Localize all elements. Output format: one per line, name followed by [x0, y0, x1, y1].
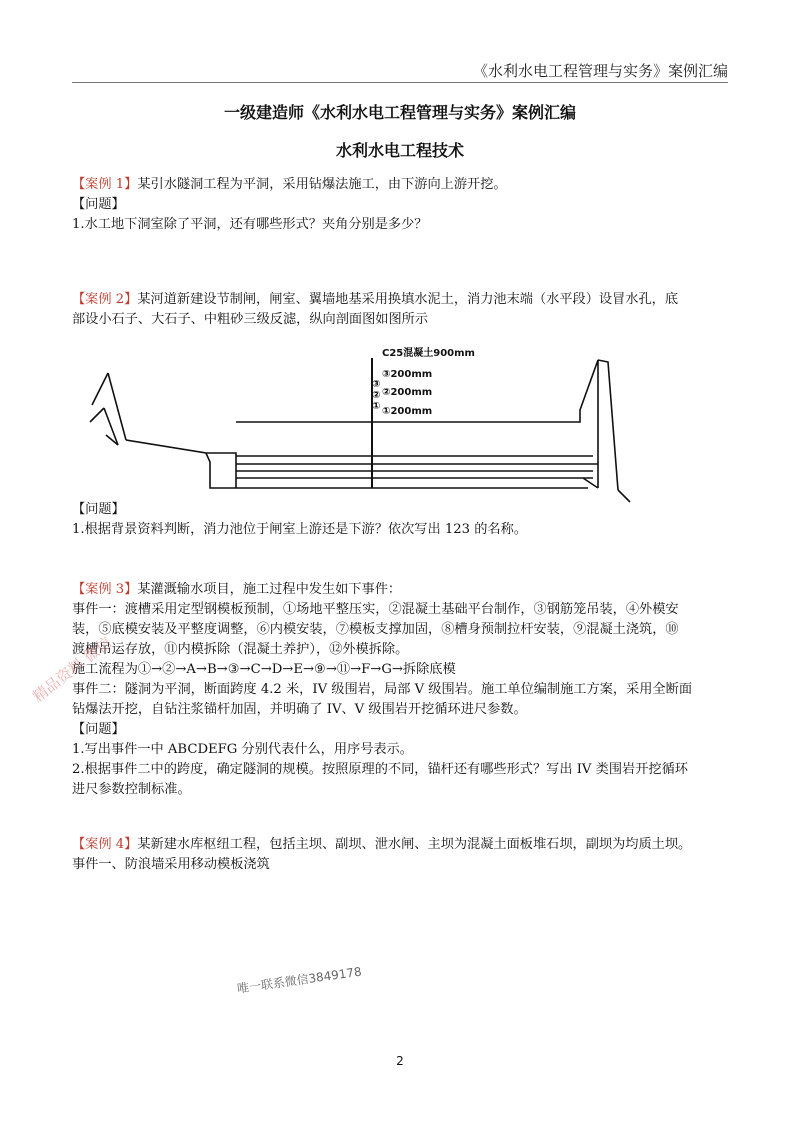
figure-layer-mark-3: ③: [372, 379, 381, 390]
case-3-question-1: 1.写出事件一中 ABCDEFG 分别代表什么，用序号表示。: [72, 742, 413, 757]
figure-label-layer-1: ①200mm: [382, 406, 433, 417]
document-title: 一级建造师《水利水电工程管理与实务》案例汇编: [223, 103, 576, 122]
case-2-question-1: 1.根据背景资料判断，消力池位于闸室上游还是下游？依次写出 123 的名称。: [72, 522, 527, 537]
figure-label-layer-2: ②200mm: [382, 387, 433, 398]
case-2: [72, 290, 737, 330]
case-3-question-2-line-1: 2.根据事件二中的跨度，确定隧洞的规模。按照原理的不同，锚杆还有哪些形式？写出 IV 类围岩开挖循环: [72, 762, 688, 777]
header-title: 《水利水电工程管理与实务》案例汇编: [472, 62, 728, 80]
case-3-tag: 【案例 3】: [72, 582, 138, 597]
case-3-event-2-line-2: 钻爆法开挖，自钻注浆锚杆加固，并明确了 IV、V 级围岩开挖循环进尺参数。: [72, 702, 527, 717]
case-4: [72, 835, 737, 875]
case-3-event-1-line-3: 渡槽吊运存放，⑪内模拆除（混凝土养护），⑫外模拆除。: [72, 642, 409, 657]
case-1: [72, 175, 737, 235]
stilling-basin-section-figure: [88, 340, 648, 505]
watermark-contact: 唯一联系微信3849178: [236, 964, 363, 996]
case-3-text: 某灌溉输水项目，施工过程中发生如下事件：: [137, 582, 402, 597]
figure-layer-mark-2: ②: [372, 390, 381, 401]
case-3: [72, 580, 737, 800]
watermark-left: 精品资料 微信: [29, 633, 116, 706]
case-2-questions: [72, 500, 737, 540]
case-2-line-2: 部设小石子、大石子、中粗砂三级反滤，纵向剖面图如图所示: [72, 312, 429, 327]
case-1-tag: 【案例 1】: [72, 177, 138, 192]
case-3-event-1-line-2: 装，⑤底模安装及平整度调整，⑥内模安装，⑦模板支撑加固，⑧槽身预制拉杆安装，⑨混凝土浇筑，⑩: [72, 622, 679, 637]
case-3-event-2-line-1: 事件二：隧洞为平洞，断面跨度 4.2 米，IV 级围岩，局部 V 级围岩。施工单位编制施工方案，采用全断面: [72, 682, 693, 697]
section-title: 水利水电工程技术: [335, 141, 464, 160]
case-1-intro: [72, 175, 737, 195]
case-3-question-2-line-2: 进尺参数控制标准。: [72, 782, 191, 797]
case-2-tag: 【案例 2】: [72, 292, 138, 307]
case-4-tag: 【案例 4】: [72, 837, 138, 852]
case-3-event-1-line-1: 事件一：渡槽采用定型钢模板预制，①场地平整压实，②混凝土基础平台制作，③钢筋笼吊装，④外模安: [72, 602, 679, 617]
case-3-flow: 施工流程为①→②→A→B→③→C→D→E→⑨→⑪→F→G→拆除底模: [72, 662, 456, 677]
case-3-questions-label: 【问题】: [72, 722, 125, 737]
case-2-questions-label: 【问题】: [72, 502, 125, 517]
figure-label-concrete: C25混凝土900mm: [382, 348, 475, 359]
case-4-intro: [72, 835, 737, 855]
case-4-text: 某新建水库枢纽工程，包括主坝、副坝、泄水闸、主坝为混凝土面板堆石坝，副坝为均质土坝。: [137, 837, 692, 852]
case-2-line-1: 某河道新建设节制闸，闸室、翼墙地基采用换填水泥土，消力池末端（水平段）设冒水孔，底: [137, 292, 679, 307]
case-1-text: 某引水隧洞工程为平洞，采用钻爆法施工，由下游向上游开挖。: [137, 177, 507, 192]
case-2-intro: [72, 290, 737, 310]
header-divider: [72, 82, 728, 83]
figure-layer-mark-1: ①: [372, 401, 381, 412]
figure-label-layer-3: ③200mm: [382, 369, 433, 380]
case-1-questions-label: 【问题】: [72, 197, 125, 212]
case-3-intro: [72, 580, 737, 600]
page-number: 2: [396, 1054, 404, 1068]
case-1-question-1: 1.水工地下洞室除了平洞，还有哪些形式？夹角分别是多少？: [72, 217, 428, 232]
case-4-event-1: 事件一、防浪墙采用移动模板浇筑: [72, 857, 270, 872]
